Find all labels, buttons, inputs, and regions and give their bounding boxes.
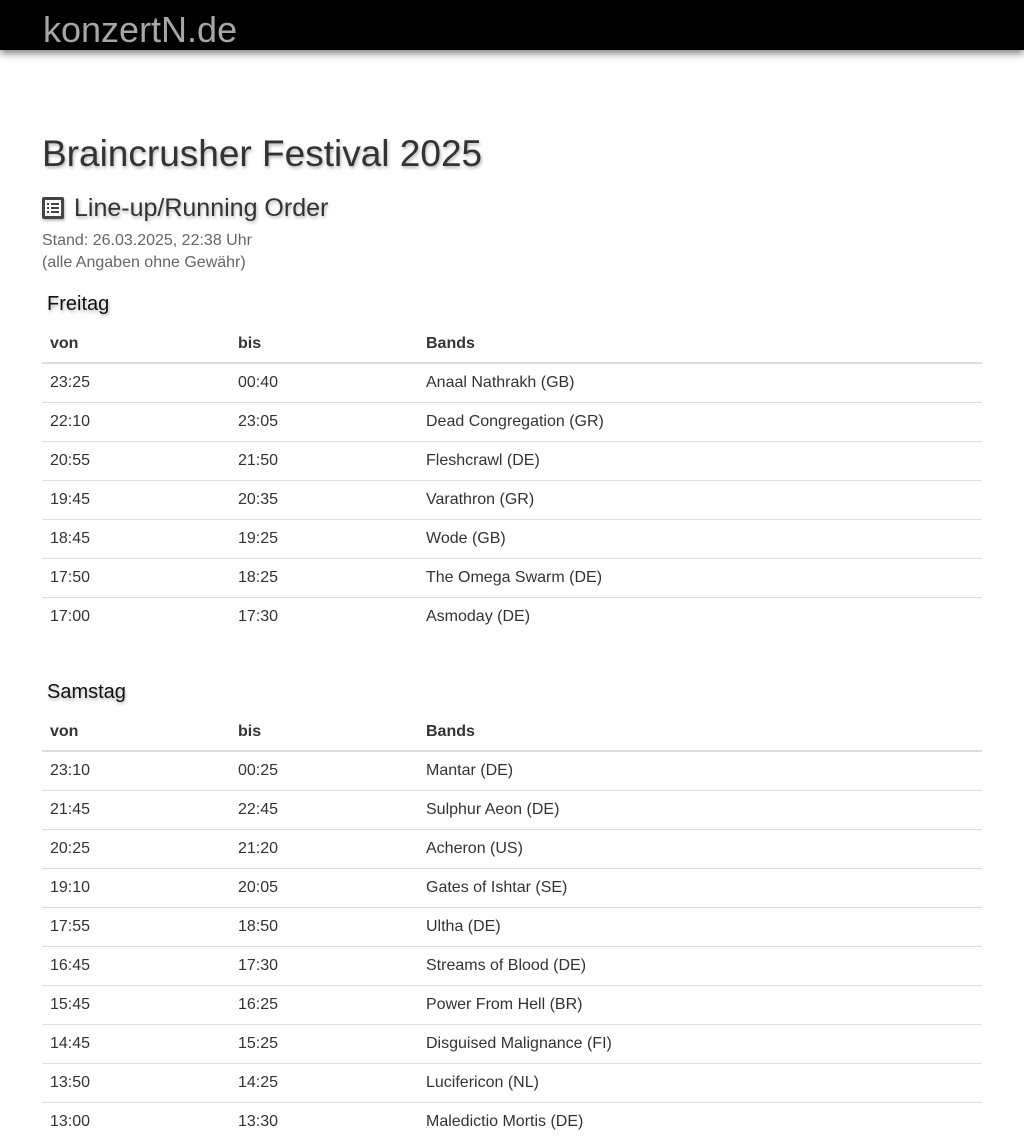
- band-name: Sulphur Aeon (DE): [418, 791, 982, 830]
- end-time: 21:50: [230, 442, 418, 481]
- start-time: 19:45: [42, 481, 230, 520]
- table-row: [42, 442, 982, 481]
- band-name: Maledictio Mortis (DE): [418, 1103, 982, 1141]
- start-time: 16:45: [42, 947, 230, 986]
- start-time: 13:00: [42, 1103, 230, 1141]
- end-time: 23:05: [230, 403, 418, 442]
- band-name: Anaal Nathrakh (GB): [418, 363, 982, 403]
- column-header-von: von: [42, 713, 230, 751]
- end-time: 20:05: [230, 869, 418, 908]
- day-title: Freitag: [47, 291, 982, 317]
- end-time: 20:35: [230, 481, 418, 520]
- band-name: Disguised Malignance (FI): [418, 1025, 982, 1064]
- band-name: Streams of Blood (DE): [418, 947, 982, 986]
- band-name: Gates of Ishtar (SE): [418, 869, 982, 908]
- column-header-bis: bis: [230, 713, 418, 751]
- day-title: Samstag: [47, 679, 982, 705]
- table-row: [42, 986, 982, 1025]
- start-time: 17:00: [42, 598, 230, 637]
- navbar: [0, 0, 1024, 50]
- list-icon: [42, 197, 64, 219]
- band-name: Varathron (GR): [418, 481, 982, 520]
- band-name: Power From Hell (BR): [418, 986, 982, 1025]
- table-row: [42, 830, 982, 869]
- table-header-row: [42, 713, 982, 751]
- end-time: 13:30: [230, 1103, 418, 1141]
- start-time: 19:10: [42, 869, 230, 908]
- end-time: 17:30: [230, 598, 418, 637]
- table-header-row: [42, 325, 982, 363]
- last-updated: Stand: 26.03.2025, 22:38 Uhr: [42, 230, 982, 252]
- disclaimer: (alle Angaben ohne Gewähr): [42, 252, 982, 274]
- day-schedules: [42, 291, 982, 1141]
- table-row: [42, 598, 982, 637]
- start-time: 21:45: [42, 791, 230, 830]
- end-time: 15:25: [230, 1025, 418, 1064]
- start-time: 18:45: [42, 520, 230, 559]
- band-name: Dead Congregation (GR): [418, 403, 982, 442]
- band-name: The Omega Swarm (DE): [418, 559, 982, 598]
- running-order-table: [42, 325, 982, 636]
- start-time: 23:10: [42, 751, 230, 791]
- table-row: [42, 559, 982, 598]
- section-title-text: Line-up/Running Order: [74, 192, 328, 224]
- column-header-von: von: [42, 325, 230, 363]
- end-time: 16:25: [230, 986, 418, 1025]
- band-name: Mantar (DE): [418, 751, 982, 791]
- start-time: 13:50: [42, 1064, 230, 1103]
- table-row: [42, 481, 982, 520]
- start-time: 17:50: [42, 559, 230, 598]
- table-row: [42, 520, 982, 559]
- column-header-bands: Bands: [418, 713, 982, 751]
- end-time: 19:25: [230, 520, 418, 559]
- brand-link[interactable]: konzertN.de: [43, 9, 237, 51]
- end-time: 00:40: [230, 363, 418, 403]
- running-order-table: [42, 713, 982, 1141]
- band-name: Fleshcrawl (DE): [418, 442, 982, 481]
- main-content: [0, 50, 1024, 1141]
- table-row: [42, 1025, 982, 1064]
- page-title: Braincrusher Festival 2025: [42, 50, 982, 176]
- column-header-bis: bis: [230, 325, 418, 363]
- end-time: 21:20: [230, 830, 418, 869]
- table-row: [42, 403, 982, 442]
- start-time: 15:45: [42, 986, 230, 1025]
- table-row: [42, 1064, 982, 1103]
- band-name: Acheron (US): [418, 830, 982, 869]
- end-time: 18:50: [230, 908, 418, 947]
- end-time: 17:30: [230, 947, 418, 986]
- start-time: 22:10: [42, 403, 230, 442]
- end-time: 00:25: [230, 751, 418, 791]
- end-time: 18:25: [230, 559, 418, 598]
- end-time: 22:45: [230, 791, 418, 830]
- table-row: [42, 751, 982, 791]
- table-row: [42, 791, 982, 830]
- band-name: Ultha (DE): [418, 908, 982, 947]
- column-header-bands: Bands: [418, 325, 982, 363]
- table-row: [42, 363, 982, 403]
- start-time: 23:25: [42, 363, 230, 403]
- table-row: [42, 1103, 982, 1141]
- band-name: Wode (GB): [418, 520, 982, 559]
- start-time: 20:25: [42, 830, 230, 869]
- end-time: 14:25: [230, 1064, 418, 1103]
- section-title: [42, 192, 982, 224]
- start-time: 14:45: [42, 1025, 230, 1064]
- table-row: [42, 947, 982, 986]
- band-name: Asmoday (DE): [418, 598, 982, 637]
- band-name: Lucifericon (NL): [418, 1064, 982, 1103]
- start-time: 17:55: [42, 908, 230, 947]
- start-time: 20:55: [42, 442, 230, 481]
- table-row: [42, 869, 982, 908]
- table-row: [42, 908, 982, 947]
